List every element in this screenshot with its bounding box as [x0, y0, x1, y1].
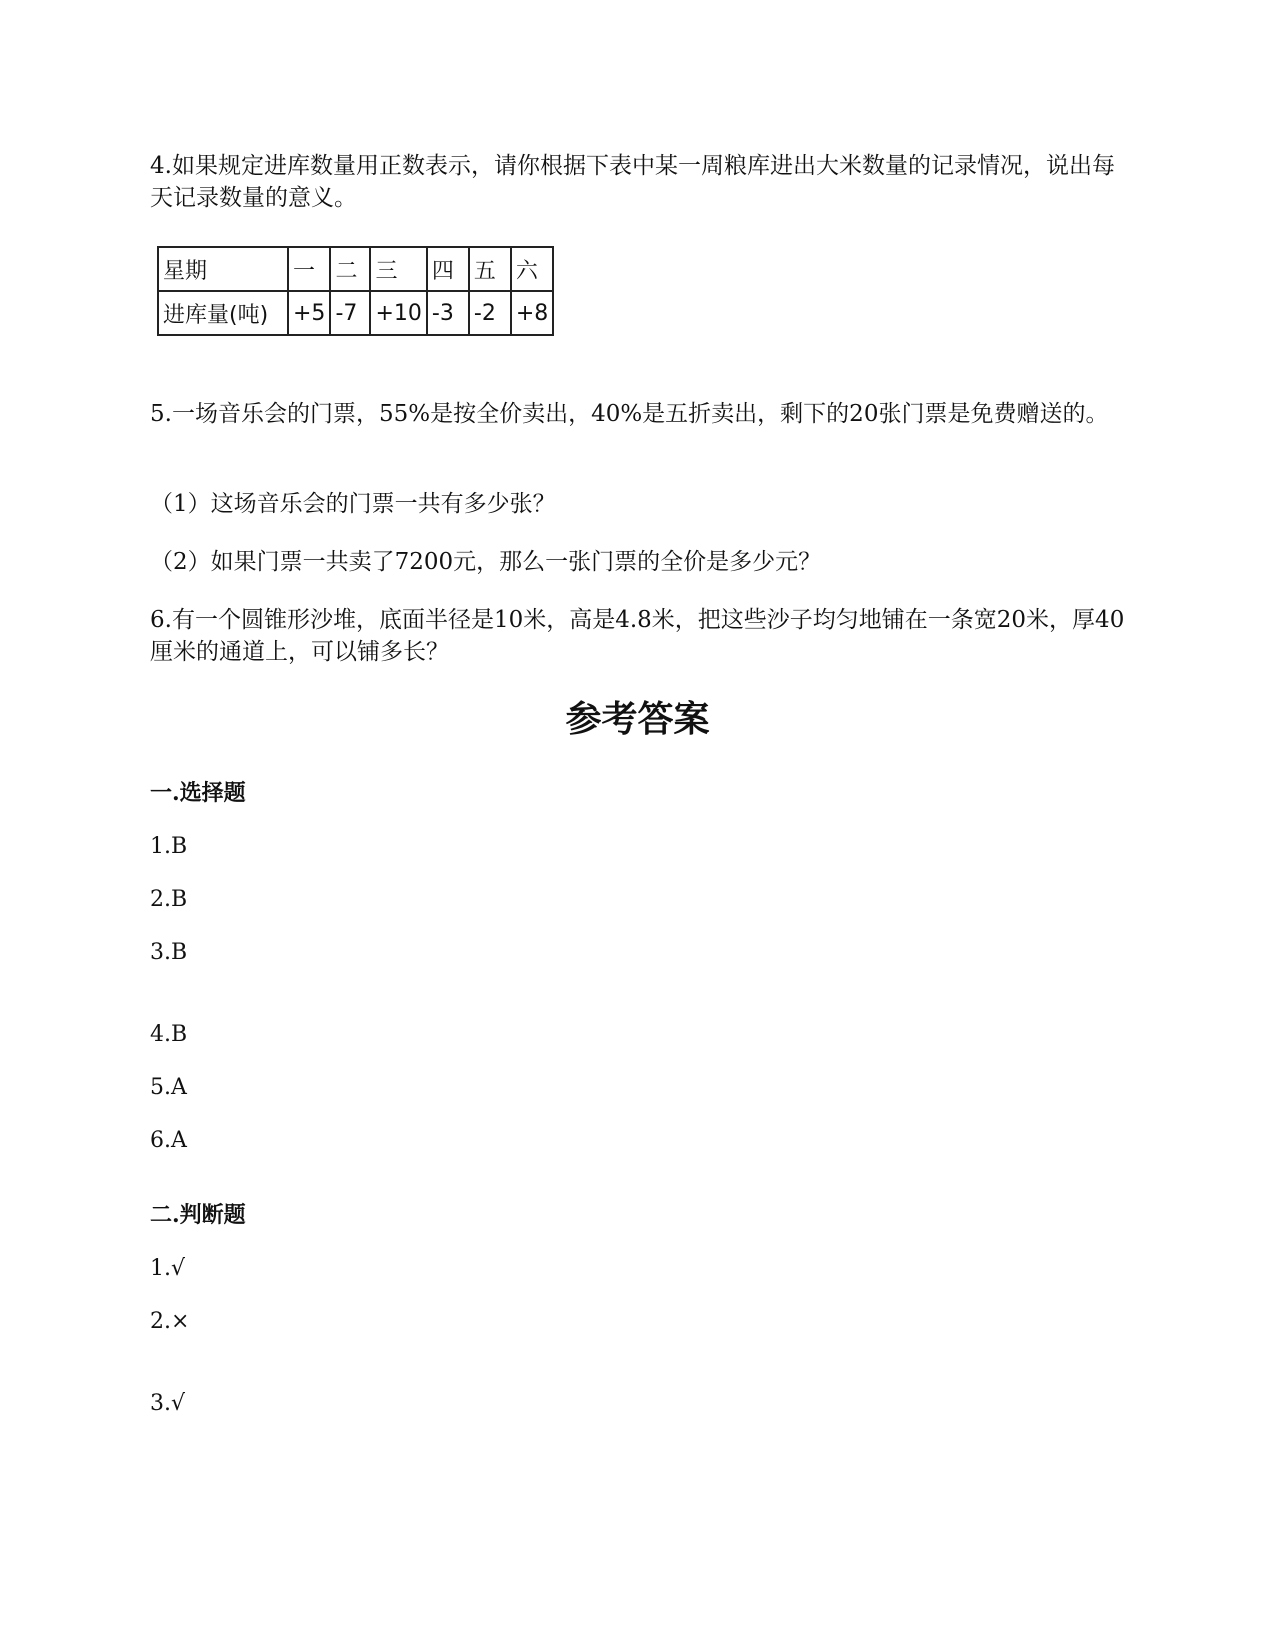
answer-item: 6.A [150, 1128, 187, 1153]
answers-title: 参考答案 [565, 698, 710, 740]
table-value-cell: -3 [427, 291, 469, 335]
question-5-part-1: （1）这场音乐会的门票一共有多少张？ [150, 491, 556, 517]
table-value-cell: +10 [370, 291, 426, 335]
answer-item: 5.A [150, 1075, 187, 1100]
table-row [158, 247, 553, 291]
section-title-choice: 一.选择题 [150, 780, 246, 806]
table-header-label: 星期 [158, 247, 288, 291]
table-row [158, 291, 553, 335]
table-day-cell: 三 [370, 247, 426, 291]
table-row-label: 进库量(吨) [158, 291, 288, 335]
table-value-cell: +8 [511, 291, 553, 335]
question-6: 6.有一个圆锥形沙堆，底面半径是10米，高是4.8米，把这些沙子均匀地铺在一条宽20米，厚40厘米的通道上，可以铺多长？ [150, 607, 1125, 665]
answer-item: 2.B [150, 887, 188, 912]
table-value-cell: -7 [330, 291, 370, 335]
table-value-cell: +5 [288, 291, 330, 335]
answer-item: 1.√ [150, 1256, 186, 1281]
answer-item: 2.× [150, 1309, 190, 1334]
section-title-judgement: 二.判断题 [150, 1202, 246, 1228]
table-day-cell: 一 [288, 247, 330, 291]
table-day-cell: 六 [511, 247, 553, 291]
table-day-cell: 二 [330, 247, 370, 291]
answer-item: 3.B [150, 940, 188, 965]
answer-item: 1.B [150, 834, 188, 859]
table-day-cell: 四 [427, 247, 469, 291]
question-5-part-2: （2）如果门票一共卖了7200元，那么一张门票的全价是多少元？ [150, 549, 822, 575]
answer-item: 3.√ [150, 1391, 186, 1416]
table-value-cell: -2 [469, 291, 511, 335]
table-day-cell: 五 [469, 247, 511, 291]
question-4: 4.如果规定进库数量用正数表示，请你根据下表中某一周粮库进出大米数量的记录情况，说出每天记录数量的意义。 [150, 153, 1115, 211]
question-5: 5.一场音乐会的门票，55%是按全价卖出，40%是五折卖出，剩下的20张门票是免费赠送的。 [150, 401, 1109, 427]
grain-record-table [157, 246, 554, 336]
answer-item: 4.B [150, 1022, 188, 1047]
